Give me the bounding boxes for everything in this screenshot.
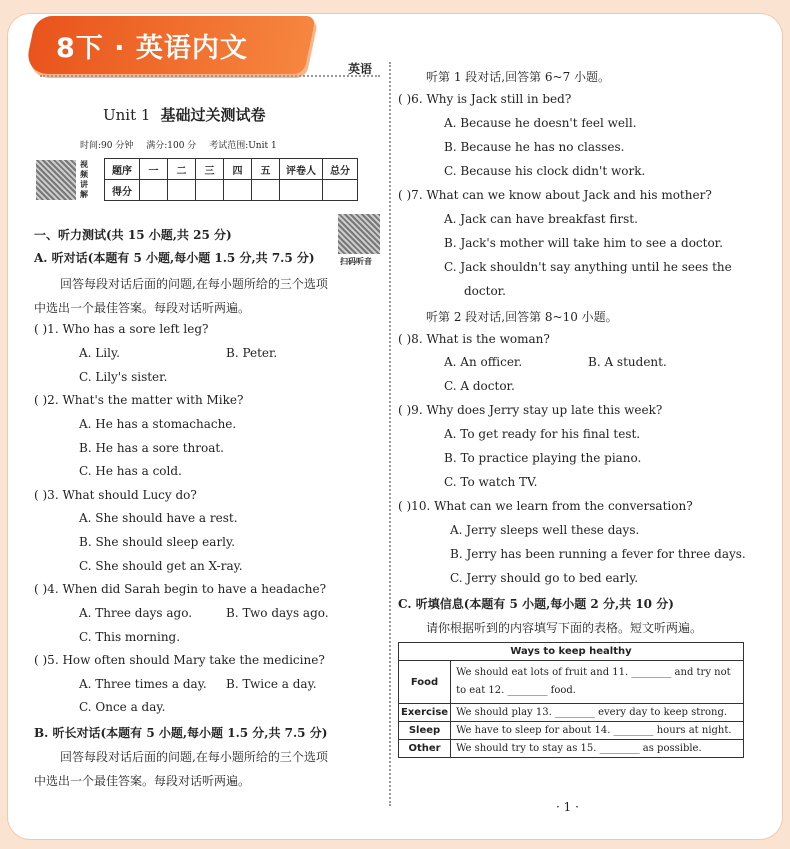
column-divider — [389, 62, 391, 806]
cell-part: 五 — [252, 159, 280, 180]
option-10c: C. Jerry should go to bed early. — [450, 571, 639, 585]
cell-part: 三 — [196, 159, 224, 180]
score-table — [104, 158, 358, 201]
dialogue-2-heading: 听第 2 段对话,回答第 8~10 小题。 — [426, 310, 618, 324]
option-5a: A. Three times a day. — [79, 677, 207, 691]
cell-score-label: 得分 — [105, 180, 140, 201]
cell-part: 一 — [140, 159, 168, 180]
video-qr-label: 视频讲解 — [80, 160, 88, 199]
exam-scope: 考试范围:Unit 1 — [209, 141, 277, 151]
question-4: ( )4. When did Sarah begin to have a headache? — [34, 582, 327, 596]
ways-table-header: Ways to keep healthy — [399, 643, 744, 661]
option-1b: B. Peter. — [226, 346, 278, 360]
question-1: ( )1. Who has a sore left leg? — [34, 322, 209, 336]
instruction-text: 回答每段对话后面的问题,在每小题所给的三个选项 — [60, 277, 328, 291]
question-7: ( )7. What can we know about Jack and his mother? — [398, 188, 712, 202]
option-9b: B. To practice playing the piano. — [444, 451, 642, 465]
score-header-row — [105, 159, 358, 180]
option-9c: C. To watch TV. — [444, 475, 538, 489]
row-food-label: Food — [399, 661, 451, 704]
section-a-heading: A. 听对话(本题有 5 小题,每小题 1.5 分,共 7.5 分) — [34, 251, 315, 265]
score-cell[interactable] — [140, 180, 168, 201]
option-8a: A. An officer. — [444, 355, 523, 369]
option-5b: B. Twice a day. — [226, 677, 317, 691]
score-cell[interactable] — [280, 180, 323, 201]
cell-total: 总分 — [323, 159, 358, 180]
page-number: · 1 · — [556, 800, 579, 814]
ways-table — [398, 642, 744, 758]
test-title — [103, 104, 265, 125]
row-sleep-text[interactable]: We have to sleep for about 14. ________ hours at night. — [451, 722, 744, 740]
option-4b: B. Two days ago. — [226, 606, 329, 620]
time-limit: 时间:90 分钟 — [80, 141, 134, 151]
score-cell[interactable] — [196, 180, 224, 201]
listen-qr-code[interactable] — [338, 214, 380, 254]
option-6b: B. Because he has no classes. — [444, 140, 625, 154]
score-cell[interactable] — [252, 180, 280, 201]
option-8b: B. A student. — [588, 355, 667, 369]
option-2c: C. He has a cold. — [79, 464, 182, 478]
option-4a: A. Three days ago. — [79, 606, 193, 620]
option-7c: C. Jack shouldn't say anything until he sees the — [444, 260, 732, 274]
option-7a: A. Jack can have breakfast first. — [444, 212, 638, 226]
option-2a: A. He has a stomachache. — [79, 417, 237, 431]
cell-grader: 评卷人 — [280, 159, 323, 180]
section-b-heading: B. 听长对话(本题有 5 小题,每小题 1.5 分,共 7.5 分) — [34, 726, 328, 740]
option-10a: A. Jerry sleeps well these days. — [450, 523, 640, 537]
option-1a: A. Lily. — [79, 346, 120, 360]
score-value-row — [105, 180, 358, 201]
option-8c: C. A doctor. — [444, 379, 515, 393]
option-2b: B. He has a sore throat. — [79, 441, 224, 455]
video-qr-code[interactable] — [36, 160, 76, 200]
score-cell[interactable] — [168, 180, 196, 201]
option-5c: C. Once a day. — [79, 700, 166, 714]
option-9a: A. To get ready for his final test. — [444, 427, 641, 441]
section-c-heading: C. 听填信息(本题有 5 小题,每小题 2 分,共 10 分) — [398, 597, 674, 611]
test-meta — [80, 138, 287, 151]
subject-tag: 英语 — [348, 62, 373, 76]
question-9: ( )9. Why does Jerry stay up late this week? — [398, 403, 663, 417]
instruction-text: 中选出一个最佳答案。每段对话听两遍。 — [34, 301, 251, 315]
instruction-text: 中选出一个最佳答案。每段对话听两遍。 — [34, 774, 251, 788]
option-7b: B. Jack's mother will take him to see a doctor. — [444, 236, 723, 250]
full-score: 满分:100 分 — [146, 141, 197, 151]
question-10: ( )10. What can we learn from the conversation? — [398, 499, 693, 513]
row-exercise-label: Exercise — [399, 704, 451, 722]
cell-part: 四 — [224, 159, 252, 180]
row-exercise-text[interactable]: We should play 13. ________ every day to keep strong. — [451, 704, 744, 722]
test-name: 基础过关测试卷 — [160, 106, 266, 124]
option-1c: C. Lily's sister. — [79, 370, 168, 384]
option-10b: B. Jerry has been running a fever for three days. — [450, 547, 746, 561]
row-other-text[interactable]: We should try to stay as 15. ________ as possible. — [451, 740, 744, 758]
question-6: ( )6. Why is Jack still in bed? — [398, 92, 572, 106]
option-7c-cont: doctor. — [464, 284, 506, 298]
unit-label: Unit 1 — [103, 106, 151, 124]
score-cell[interactable] — [224, 180, 252, 201]
row-other-label: Other — [399, 740, 451, 758]
instruction-text: 回答每段对话后面的问题,在每小题所给的三个选项 — [60, 750, 328, 764]
row-food-text — [451, 661, 744, 704]
question-3: ( )3. What should Lucy do? — [34, 488, 197, 502]
section-listening: 一、听力测试(共 15 小题,共 25 分) — [34, 228, 232, 242]
option-4c: C. This morning. — [79, 630, 181, 644]
dialogue-1-heading: 听第 1 段对话,回答第 6~7 小题。 — [426, 70, 611, 84]
question-2: ( )2. What's the matter with Mike? — [34, 393, 244, 407]
banner-title: 8下 · 英语内文 — [56, 33, 248, 64]
cell-part: 二 — [168, 159, 196, 180]
question-8: ( )8. What is the woman? — [398, 332, 550, 346]
header-divider — [40, 75, 380, 77]
food-line-2[interactable]: to eat 12. ________ food. — [456, 685, 576, 696]
question-5: ( )5. How often should Mary take the medicine? — [34, 653, 325, 667]
option-3b: B. She should sleep early. — [79, 535, 236, 549]
instruction-text: 请你根据听到的内容填写下面的表格。短文听两遍。 — [426, 621, 703, 635]
option-6c: C. Because his clock didn't work. — [444, 164, 646, 178]
listen-qr-label: 扫码听音 — [340, 257, 372, 266]
option-3c: C. She should get an X-ray. — [79, 559, 243, 573]
food-line-1[interactable]: We should eat lots of fruit and 11. ________ and try not — [456, 667, 731, 678]
score-cell[interactable] — [323, 180, 358, 201]
cell-item: 题序 — [105, 159, 140, 180]
row-sleep-label: Sleep — [399, 722, 451, 740]
option-6a: A. Because he doesn't feel well. — [444, 116, 637, 130]
option-3a: A. She should have a rest. — [79, 511, 238, 525]
